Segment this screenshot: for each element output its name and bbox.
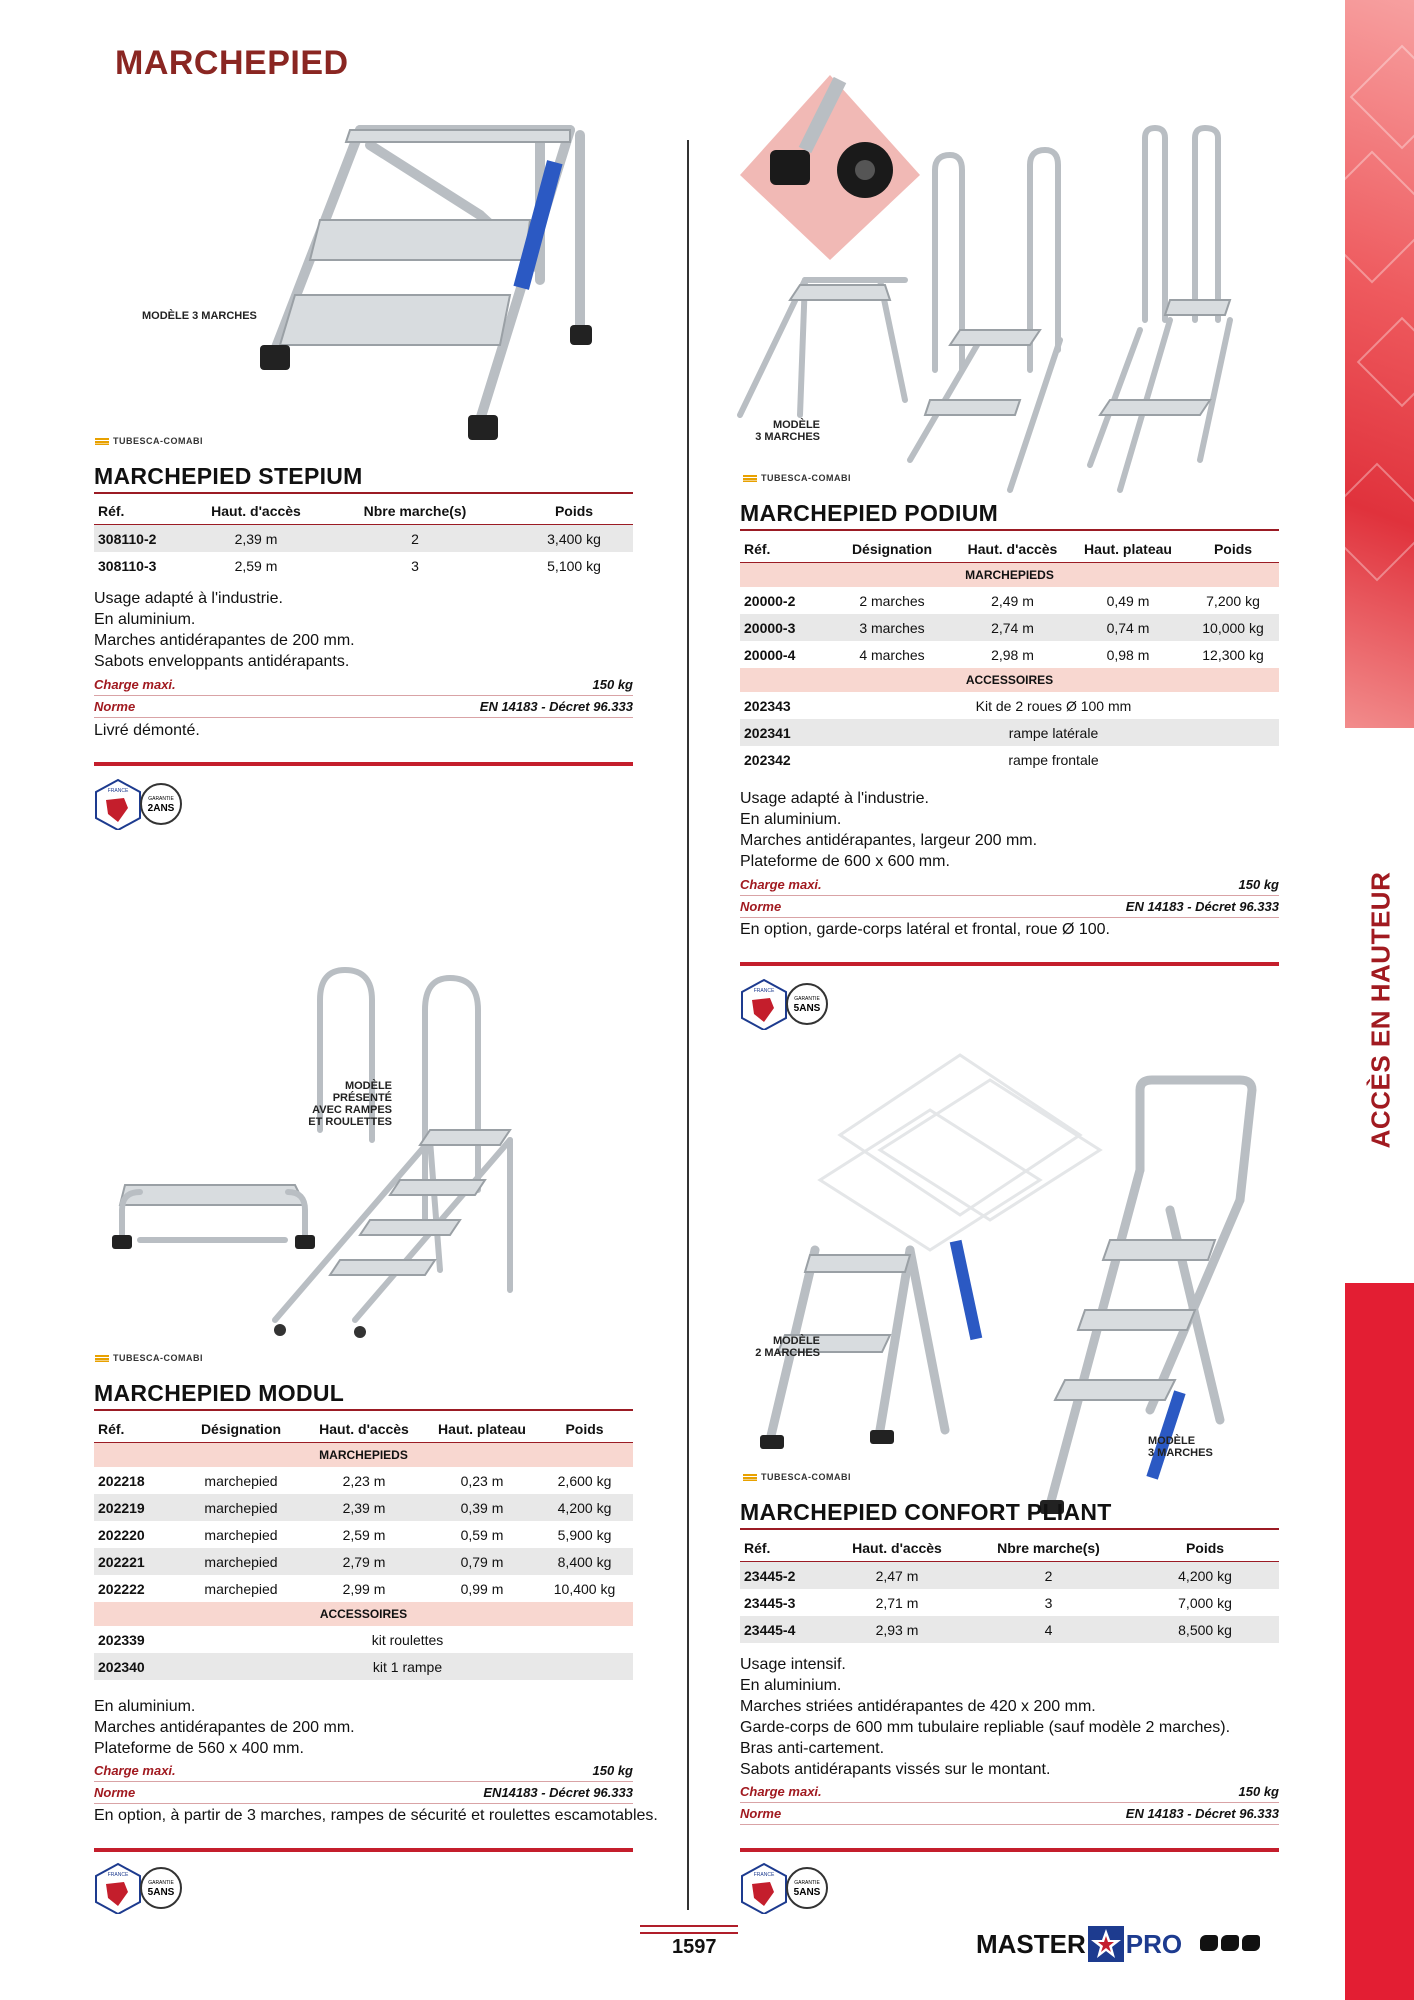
svg-text:GARANTIE: GARANTIE	[148, 1880, 174, 1886]
table-header: Réf. Désignation Haut. d'accès Haut. plateau Poids	[94, 1415, 633, 1443]
table-row: 308110-3 2,59 m 3 5,100 kg	[98, 557, 601, 574]
svg-text:5ANS: 5ANS	[147, 1887, 175, 1898]
side-decoration	[1345, 0, 1414, 728]
brand-label: TUBESCA-COMABI	[95, 436, 203, 446]
table-header: Réf. Haut. d'accès Nbre marche(s) Poids	[94, 497, 633, 525]
stepium-product-image	[240, 120, 600, 465]
modul-table	[94, 1415, 633, 1680]
stepium-caption: MODÈLE 3 MARCHES	[142, 310, 257, 322]
product-title-modul: MARCHEPIED MODUL	[94, 1380, 345, 1406]
title-rule	[740, 529, 1279, 531]
svg-text:2ANS: 2ANS	[147, 803, 175, 814]
title-rule	[740, 1528, 1279, 1530]
svg-text:GARANTIE: GARANTIE	[148, 796, 174, 802]
confort-description: Usage intensif. En aluminium. Marches striées antidérapantes de 420 x 200 mm. Garde-corps de 600 mm tubulaire repliable (sauf modèle 2 marches). Bras anti-cartement. Sabots antidérapants vissés sur le montant.	[740, 1656, 1231, 1778]
star-icon	[1086, 1924, 1126, 1964]
table-band: ACCESSOIRES	[94, 1602, 633, 1626]
stepium-description: Usage adapté à l'industrie. En aluminium. Marches antidérapantes de 200 mm. Sabots enveloppants antidérapants.	[94, 590, 355, 670]
confort-table	[740, 1534, 1279, 1643]
svg-text:5ANS: 5ANS	[793, 1003, 821, 1014]
section-end-rule	[740, 962, 1279, 966]
origin-france-badge	[740, 978, 828, 1030]
product-title-confort-pliant: MARCHEPIED CONFORT PLIANT	[740, 1499, 1112, 1525]
svg-text:5ANS: 5ANS	[793, 1887, 821, 1898]
stepium-specs: Charge maxi. 150 kg Norme EN 14183 - Décret 96.333	[94, 674, 633, 718]
section-label: ACCÈS EN HAUTEUR	[1365, 871, 1396, 1149]
table-row: 20000-2 2 marches 2,49 m 0,49 m 7,200 kg	[744, 592, 1260, 609]
podium-caption: MODÈLE 3 MARCHES	[755, 419, 820, 443]
stepium-table	[94, 497, 633, 579]
table-header: Réf. Désignation Haut. d'accès Haut. plateau Poids	[740, 535, 1279, 563]
table-row: 202343 Kit de 2 roues Ø 100 mm	[744, 697, 1132, 714]
confort-specs: Charge maxi. 150 kg Norme EN 14183 - Décret 96.333	[740, 1781, 1279, 1825]
podium-specs: Charge maxi. 150 kg Norme EN 14183 - Décret 96.333	[740, 874, 1279, 918]
modul-product-image	[100, 960, 620, 1360]
decorative-dots	[1200, 1935, 1260, 1951]
title-rule	[94, 1409, 633, 1411]
page-number-rule	[640, 1925, 738, 1934]
table-row: 23445-4 2,93 m 4 8,500 kg	[740, 1616, 1279, 1643]
modul-description: En aluminium. Marches antidérapantes de 200 mm. Plateforme de 560 x 400 mm.	[94, 1698, 355, 1757]
modul-note: En option, à partir de 3 marches, rampes de sécurité et roulettes escamotables.	[94, 1807, 658, 1824]
brand-label: TUBESCA-COMABI	[743, 1472, 851, 1482]
title-rule	[94, 492, 633, 494]
podium-description: Usage adapté à l'industrie. En aluminium. Marches antidérapantes, largeur 200 mm. Plateforme de 600 x 600 mm.	[740, 790, 1038, 870]
table-row: 202342 rampe frontale	[744, 751, 1099, 768]
product-title-stepium: MARCHEPIED STEPIUM	[94, 463, 363, 489]
masterpro-logo: MASTER PRO	[976, 1924, 1182, 1964]
table-row: 23445-3 2,71 m 3 7,000 kg	[744, 1594, 1232, 1611]
podium-product-image	[730, 70, 1330, 510]
brand-label: TUBESCA-COMABI	[743, 473, 851, 483]
product-title-podium: MARCHEPIED PODIUM	[740, 500, 999, 526]
table-row: 202339 kit roulettes	[98, 1631, 444, 1648]
svg-text:FRANCE: FRANCE	[107, 1872, 129, 1878]
table-row: 202218 marchepied 2,23 m 0,23 m 2,600 kg	[98, 1472, 612, 1489]
table-header: Réf. Haut. d'accès Nbre marche(s) Poids	[740, 1534, 1279, 1562]
table-row: 23445-2 2,47 m 2 4,200 kg	[740, 1562, 1279, 1590]
page-title: MARCHEPIED	[115, 44, 349, 82]
section-end-rule	[740, 1848, 1279, 1852]
svg-text:FRANCE: FRANCE	[753, 1872, 775, 1878]
table-row: 202221 marchepied 2,79 m 0,79 m 8,400 kg	[94, 1548, 633, 1575]
brand-label: TUBESCA-COMABI	[95, 1353, 203, 1363]
side-band	[1345, 1283, 1414, 2000]
modul-caption: MODÈLE PRÉSENTÉ AVEC RAMPES ET ROULETTES	[308, 1080, 392, 1128]
table-band: ACCESSOIRES	[740, 668, 1279, 692]
modul-specs: Charge maxi. 150 kg Norme EN14183 - Décret 96.333	[94, 1760, 633, 1804]
table-row: 202219 marchepied 2,39 m 0,39 m 4,200 kg	[94, 1494, 633, 1521]
table-row: 308110-2 2,39 m 2 3,400 kg	[94, 525, 633, 553]
origin-france-badge	[94, 778, 182, 830]
confort-caption-right: MODÈLE 3 MARCHES	[1148, 1435, 1213, 1459]
confort-caption-left: MODÈLE 2 MARCHES	[755, 1335, 820, 1359]
podium-table	[740, 535, 1279, 773]
svg-text:GARANTIE: GARANTIE	[794, 996, 820, 1002]
table-row: 202341 rampe latérale	[740, 719, 1279, 746]
section-end-rule	[94, 762, 633, 766]
svg-text:FRANCE: FRANCE	[107, 788, 129, 794]
table-row: 202220 marchepied 2,59 m 0,59 m 5,900 kg	[98, 1526, 612, 1543]
origin-france-badge	[94, 1862, 182, 1914]
svg-text:GARANTIE: GARANTIE	[794, 1880, 820, 1886]
table-band: MARCHEPIEDS	[740, 563, 1279, 588]
table-band: MARCHEPIEDS	[94, 1443, 633, 1468]
podium-note: En option, garde-corps latéral et frontal, roue Ø 100.	[740, 921, 1110, 938]
origin-france-badge	[740, 1862, 828, 1914]
table-row: 202340 kit 1 rampe	[94, 1653, 633, 1680]
stepium-note: Livré démonté.	[94, 722, 200, 739]
column-divider	[687, 140, 689, 1910]
section-end-rule	[94, 1848, 633, 1852]
svg-text:FRANCE: FRANCE	[753, 988, 775, 994]
table-row: 20000-3 3 marches 2,74 m 0,74 m 10,000 kg	[740, 614, 1279, 641]
table-row: 20000-4 4 marches 2,98 m 0,98 m 12,300 kg	[744, 646, 1264, 663]
page-number: 1597	[672, 1936, 717, 1958]
table-row: 202222 marchepied 2,99 m 0,99 m 10,400 kg	[98, 1580, 616, 1597]
